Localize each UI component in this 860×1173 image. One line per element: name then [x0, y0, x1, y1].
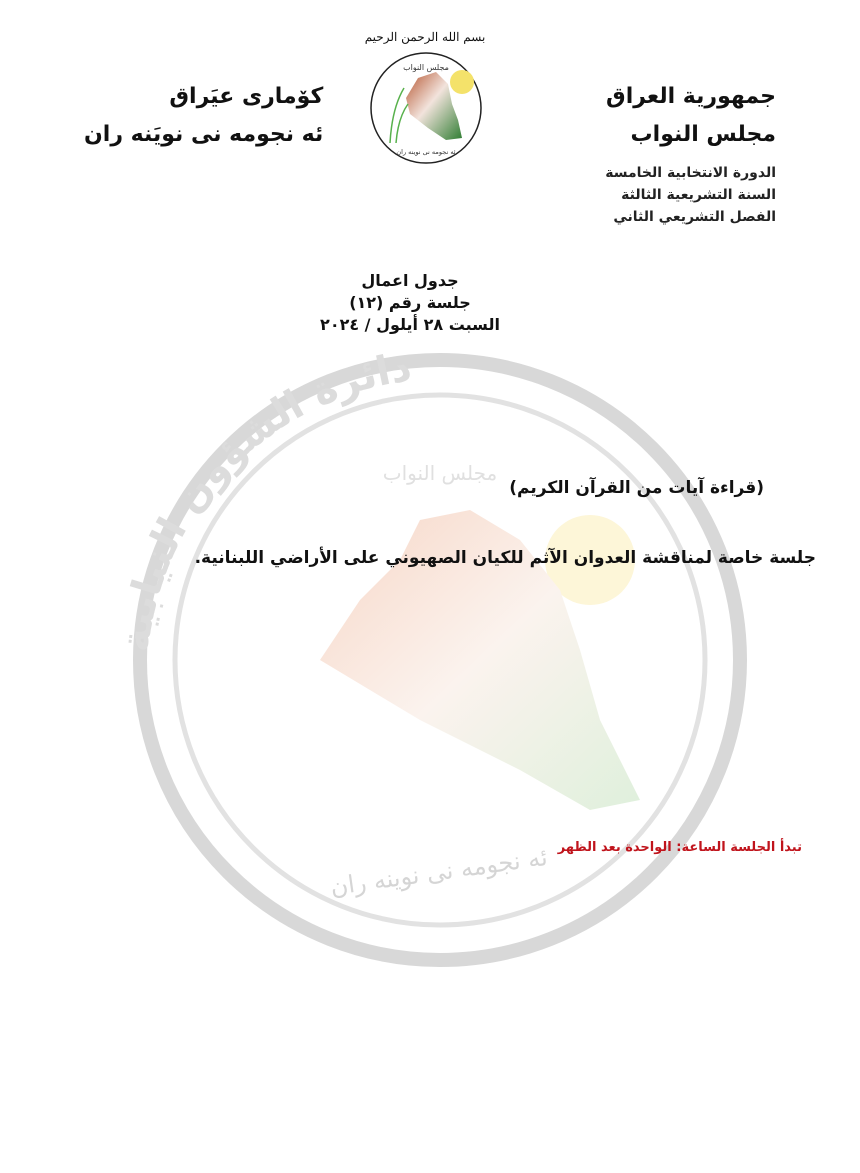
- council-name-kurdish: ئه نجومه نى نويَنه ران: [84, 122, 324, 147]
- electoral-term: الدورة الانتخابية الخامسة: [605, 165, 776, 181]
- parliament-logo: [366, 48, 486, 168]
- session-date: السبت ٢٨ أيلول / ٢٠٢٤: [320, 315, 500, 334]
- agenda-item-special-session: جلسة خاصة لمناقشة العدوان الآثم للكيان الصهيوني على الأراضي اللبنانية.: [194, 548, 816, 568]
- legislative-term: الفصل التشريعي الثاني: [613, 209, 776, 225]
- legislative-year: السنة التشريعية الثالثة: [621, 187, 776, 203]
- agenda-item-quran: (قراءة آيات من القرآن الكريم): [509, 478, 764, 498]
- watermark-bottom-text: ئه نجومه نى نوينه ران: [328, 842, 550, 902]
- country-name-arabic: جمهورية العراق: [606, 84, 776, 109]
- agenda-title: جدول اعمال: [361, 271, 459, 290]
- session-start-time: تبدأ الجلسة الساعة: الواحدة بعد الظهر: [557, 840, 802, 855]
- watermark-inner-text: مجلس النواب: [382, 461, 498, 485]
- watermark-arc-text: دائرة الشؤون النيابية: [112, 344, 415, 655]
- country-name-kurdish: كۆماری عيَراق: [169, 84, 324, 109]
- logo-bottom-text: ئه نجومه نى نوينه ران: [396, 148, 456, 156]
- council-name-arabic: مجلس النواب: [630, 122, 776, 147]
- arabic-header: [605, 78, 776, 228]
- logo-top-text: مجلس النواب: [403, 63, 449, 72]
- basmala: بسم الله الرحمن الرحيم: [364, 30, 486, 44]
- agenda-title-block: [230, 270, 590, 336]
- session-number: جلسة رقم (١٢): [349, 293, 471, 312]
- kurdish-header: [84, 78, 323, 154]
